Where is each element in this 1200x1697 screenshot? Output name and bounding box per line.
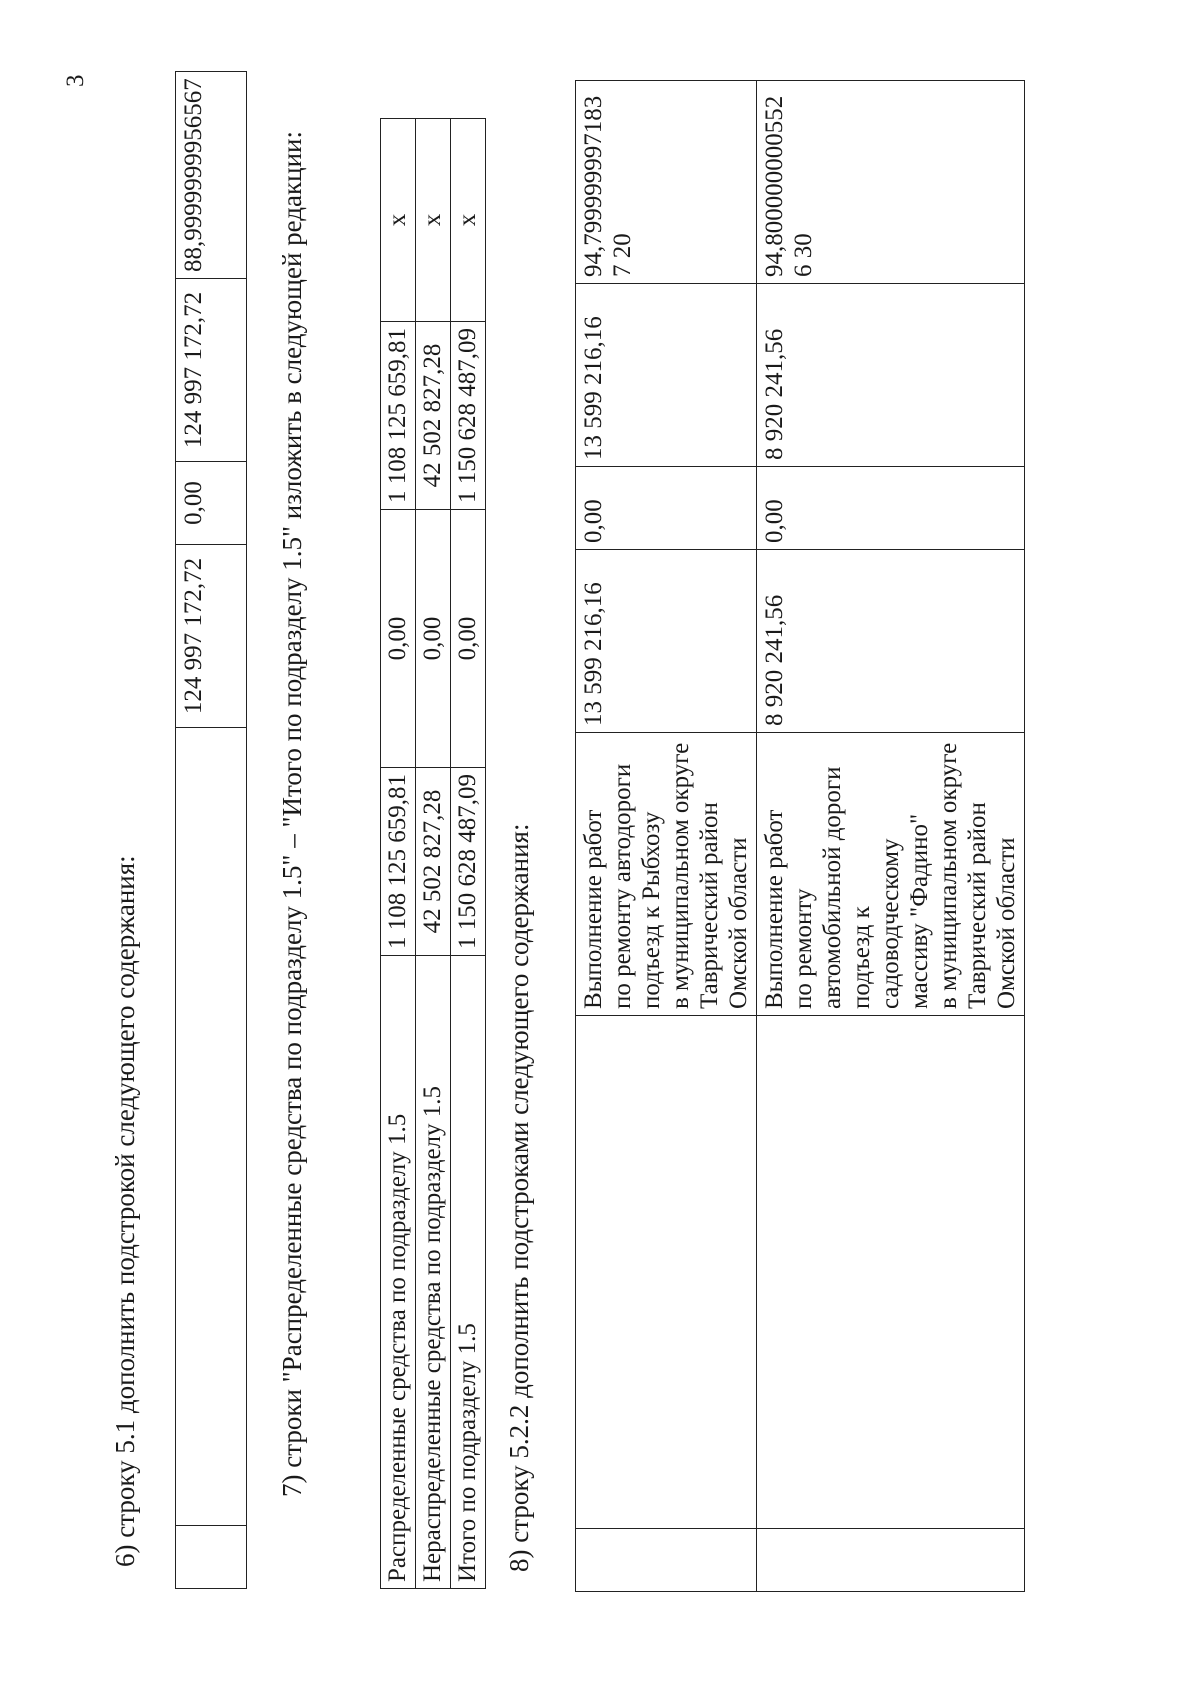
table-cell: Нераспределенные средства по подразделу 1.5 <box>416 956 451 1589</box>
table-cell: x <box>416 119 451 322</box>
table-cell: 8 920 241,56 <box>757 550 1025 733</box>
table-cell: x <box>451 119 486 322</box>
object-description: Выполнение работ по ремонту автодороги подъезд к Рыбхозу в муниципальном округе Таврический район Омской области <box>576 733 757 1016</box>
table-cell: 0,00 <box>176 462 247 545</box>
table-cell: 1 150 628 487,09 <box>451 322 486 510</box>
table-cell <box>757 1016 1025 1529</box>
table-cell: 124 997 172,72 <box>176 279 247 462</box>
paragraph-7 <box>275 67 309 1537</box>
table-5-1-subrow <box>175 71 247 1589</box>
table-cell: 0,00 <box>757 467 1025 550</box>
table-cell: 42 502 827,28 <box>416 768 451 956</box>
table-cell: 42 502 827,28 <box>416 322 451 510</box>
table-cell <box>576 1529 757 1592</box>
paragraph-7-text: 7) строки "Распределенные средства по подразделу 1.5" – "Итого по подразделу 1.5" изложить в следующей редакции: <box>277 131 307 1497</box>
table-cell: 13 599 216,16 <box>576 284 757 467</box>
table-cell: 0,00 <box>416 510 451 768</box>
table-row <box>576 81 757 1592</box>
table-cell <box>176 728 247 1526</box>
table-cell: 8 920 241,56 <box>757 284 1025 467</box>
table-cell: x <box>381 119 416 322</box>
table-cell: 1 108 125 659,81 <box>381 768 416 956</box>
table-cell: 124 997 172,72 <box>176 545 247 728</box>
table-5-2-2-subrows <box>575 80 1025 1592</box>
table-cell <box>576 1016 757 1529</box>
paragraph-6: 6) строку 5.1 дополнить подстрокой следующего содержания: <box>110 855 140 1567</box>
table-cell: 88,9999999956567 <box>176 72 247 279</box>
table-row <box>381 119 416 1589</box>
table-cell: 94,8000000005526 30 <box>757 81 1025 284</box>
page-number: 3 <box>62 74 89 87</box>
table-cell <box>176 1526 247 1589</box>
table-row <box>451 119 486 1589</box>
table-cell: 1 150 628 487,09 <box>451 768 486 956</box>
table-cell: 0,00 <box>451 510 486 768</box>
table-cell: Распределенные средства по подразделу 1.5 <box>381 956 416 1589</box>
table-row <box>416 119 451 1589</box>
object-description: Выполнение работ по ремонту автомобильной дороги подъезд к садоводческому массиву "Фадино" в муниципальном округе Таврический район Омской области <box>757 733 1025 1016</box>
table-cell: 94,7999999971837 20 <box>576 81 757 284</box>
table-subsection-1-5 <box>380 118 486 1589</box>
table-cell: 1 108 125 659,81 <box>381 322 416 510</box>
table-cell: 13 599 216,16 <box>576 550 757 733</box>
table-cell: 0,00 <box>576 467 757 550</box>
table-cell <box>757 1529 1025 1592</box>
table-row <box>757 81 1025 1592</box>
table-cell: Итого по подразделу 1.5 <box>451 956 486 1589</box>
paragraph-8: 8) строку 5.2.2 дополнить подстроками следующего содержания: <box>504 823 534 1572</box>
table-row <box>176 72 247 1589</box>
table-cell: 0,00 <box>381 510 416 768</box>
